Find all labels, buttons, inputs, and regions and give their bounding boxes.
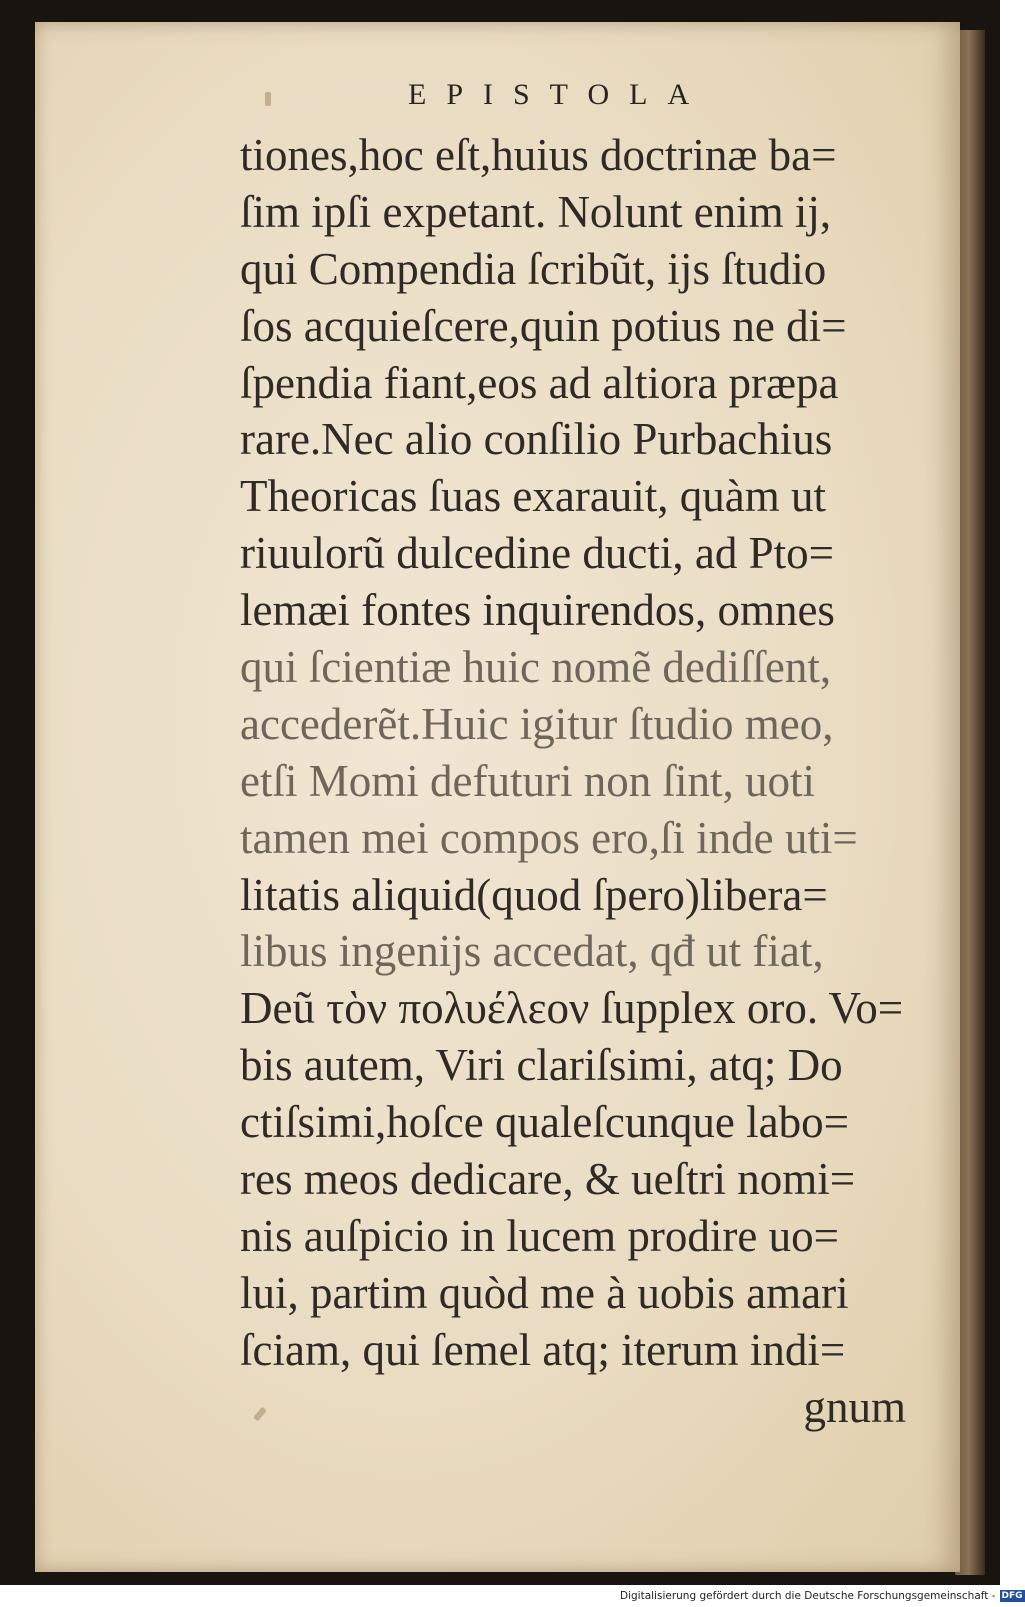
text-line: ſpendia fiant,eos ad altiora præpa [240,357,839,408]
text-line: rare.Nec alio conſilio Purbachius [240,414,833,465]
dfg-logo-icon: DFG [1001,1591,1023,1601]
text-line: litatis aliquid(quod ſpero)libera= [240,869,828,920]
text-line: tamen mei compos ero,ſi inde uti= [240,812,858,863]
text-line: bis autem, Viri clariſsimi, atq; Do [240,1040,843,1091]
text-line: ctiſsimi,hoſce qualeſcunque labo= [240,1097,849,1148]
text-line: res meos dedicare, & ueſtri nomi= [240,1154,856,1205]
text-line: lui, partim quòd me à uobis amari [240,1267,849,1318]
catchword: gnum [803,1381,906,1432]
text-line: ſos acquieſcere,quin potius ne di= [240,300,847,351]
text-line: riuulorũ dulcedine ducti, ad Pto= [240,528,835,579]
text-line: qui Compendia ſcribũt, ijs ſtudio [240,243,827,294]
text-line: libus ingenijs accedat, qđ ut fiat, [240,926,824,977]
text-line: accederẽt.Huic igitur ſtudio meo, [240,698,834,749]
text-line: qui ſcientiæ huic nomẽ dediſſent, [240,642,832,693]
text-line: Theoricas ſuas exarauit, quàm ut [240,471,827,522]
text-line: ſim ipſi expetant. Nolunt enim ij, [240,186,832,237]
footer-text: Digitalisierung gefördert durch die Deutsche Forschungsgemeinschaft - [620,1590,996,1602]
digitization-footer [620,1589,1025,1603]
text-line: Deũ τὸν πολυέλεον ſupplex oro. Vo= [240,983,904,1034]
text-line: ſciam, qui ſemel atq; iterum indi= [240,1324,846,1375]
running-head: EPISTOLA [408,78,710,111]
text-line: etſi Momi defuturi non ſint, uoti [240,755,815,806]
ink-mark [265,92,271,106]
text-line: nis auſpicio in lucem prodire uo= [240,1210,839,1261]
body-text [240,127,912,1435]
text-line: lemæi fontes inquirendos, omnes [240,585,835,636]
text-line: tiones,hoc eſt,huius doctrinæ ba= [240,130,837,180]
